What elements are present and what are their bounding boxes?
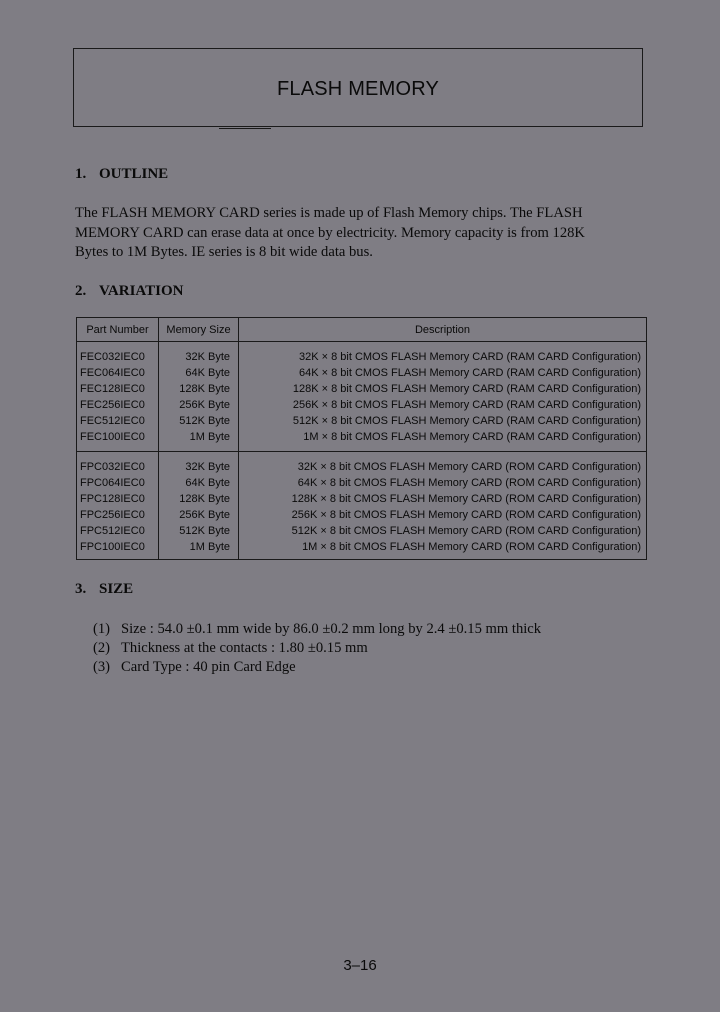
memory-size-cell: 256K Byte	[159, 397, 239, 413]
part-number-cell: FPC064IEC0	[77, 475, 159, 491]
item-number: (2)	[93, 640, 111, 656]
description-cell: 512K × 8 bit CMOS FLASH Memory CARD (RAM CARD Configuration)	[239, 413, 647, 429]
item-number: (1)	[93, 621, 111, 637]
description-cell: 32K × 8 bit CMOS FLASH Memory CARD (RAM CARD Configuration)	[239, 342, 647, 366]
page-number: 3–16	[343, 957, 377, 974]
memory-size-cell: 32K Byte	[159, 452, 239, 476]
outline-paragraph	[75, 204, 655, 263]
memory-size-cell: 512K Byte	[159, 523, 239, 539]
section-title: SIZE	[99, 581, 134, 597]
part-number-cell: FEC256IEC0	[77, 397, 159, 413]
outline-line: MEMORY CARD can erase data at once by electricity. Memory capacity is from 128K	[75, 224, 585, 241]
part-number-cell: FPC032IEC0	[77, 452, 159, 476]
table-row	[77, 491, 647, 507]
section-number: 2.	[75, 283, 87, 299]
table-row	[77, 413, 647, 429]
size-spec-list	[93, 620, 541, 677]
list-item	[93, 658, 541, 677]
table-row	[77, 507, 647, 523]
item-text: Card Type : 40 pin Card Edge	[121, 659, 296, 675]
part-number-cell: FEC512IEC0	[77, 413, 159, 429]
section-heading-outline	[75, 166, 168, 183]
outline-line: The FLASH MEMORY CARD series is made up of Flash Memory chips. The FLASH	[75, 205, 583, 221]
title-underline-mark	[219, 128, 271, 129]
description-cell: 64K × 8 bit CMOS FLASH Memory CARD (RAM CARD Configuration)	[239, 365, 647, 381]
item-text: Size : 54.0 ±0.1 mm wide by 86.0 ±0.2 mm long by 2.4 ±0.15 mm thick	[121, 621, 542, 637]
section-heading-variation	[75, 283, 183, 300]
memory-size-cell: 128K Byte	[159, 381, 239, 397]
table-row	[77, 429, 647, 452]
part-number-cell: FEC032IEC0	[77, 342, 159, 366]
title-box	[73, 48, 643, 127]
description-cell: 1M × 8 bit CMOS FLASH Memory CARD (ROM CARD Configuration)	[239, 539, 647, 560]
memory-size-cell: 512K Byte	[159, 413, 239, 429]
part-number-cell: FPC100IEC0	[77, 539, 159, 560]
table-row	[77, 397, 647, 413]
part-number-cell: FEC100IEC0	[77, 429, 159, 452]
description-cell: 256K × 8 bit CMOS FLASH Memory CARD (RAM CARD Configuration)	[239, 397, 647, 413]
outline-line: Bytes to 1M Bytes. IE series is 8 bit wide data bus.	[75, 244, 373, 260]
section-number: 1.	[75, 166, 87, 182]
part-number-cell: FPC256IEC0	[77, 507, 159, 523]
part-number-cell: FEC128IEC0	[77, 381, 159, 397]
column-header-description: Description	[239, 318, 647, 342]
part-number-cell: FPC512IEC0	[77, 523, 159, 539]
table-row	[77, 381, 647, 397]
section-title: VARIATION	[99, 283, 184, 299]
memory-size-cell: 256K Byte	[159, 507, 239, 523]
memory-size-cell: 64K Byte	[159, 475, 239, 491]
description-cell: 64K × 8 bit CMOS FLASH Memory CARD (ROM CARD Configuration)	[239, 475, 647, 491]
description-cell: 128K × 8 bit CMOS FLASH Memory CARD (RAM CARD Configuration)	[239, 381, 647, 397]
table-row	[77, 365, 647, 381]
page-title: FLASH MEMORY	[276, 78, 440, 100]
list-item	[93, 639, 541, 658]
table-row	[77, 539, 647, 560]
column-header-memory-size: Memory Size	[159, 318, 239, 342]
section-title: OUTLINE	[99, 166, 169, 182]
memory-size-cell: 32K Byte	[159, 342, 239, 366]
list-item	[93, 620, 541, 639]
section-heading-size	[75, 581, 133, 598]
table-row	[77, 475, 647, 491]
item-text: Thickness at the contacts : 1.80 ±0.15 mm	[121, 640, 368, 656]
column-header-part-number: Part Number	[77, 318, 159, 342]
description-cell: 1M × 8 bit CMOS FLASH Memory CARD (RAM CARD Configuration)	[239, 429, 647, 452]
part-number-cell: FEC064IEC0	[77, 365, 159, 381]
table-header-row	[77, 318, 647, 342]
memory-size-cell: 1M Byte	[159, 539, 239, 560]
description-cell: 128K × 8 bit CMOS FLASH Memory CARD (ROM CARD Configuration)	[239, 491, 647, 507]
variation-table	[76, 317, 647, 560]
memory-size-cell: 1M Byte	[159, 429, 239, 452]
memory-size-cell: 128K Byte	[159, 491, 239, 507]
description-cell: 512K × 8 bit CMOS FLASH Memory CARD (ROM CARD Configuration)	[239, 523, 647, 539]
table-row	[77, 523, 647, 539]
table-row	[77, 342, 647, 366]
part-number-cell: FPC128IEC0	[77, 491, 159, 507]
description-cell: 256K × 8 bit CMOS FLASH Memory CARD (ROM CARD Configuration)	[239, 507, 647, 523]
table-row	[77, 452, 647, 476]
description-cell: 32K × 8 bit CMOS FLASH Memory CARD (ROM CARD Configuration)	[239, 452, 647, 476]
memory-size-cell: 64K Byte	[159, 365, 239, 381]
section-number: 3.	[75, 581, 87, 597]
item-number: (3)	[93, 659, 111, 675]
